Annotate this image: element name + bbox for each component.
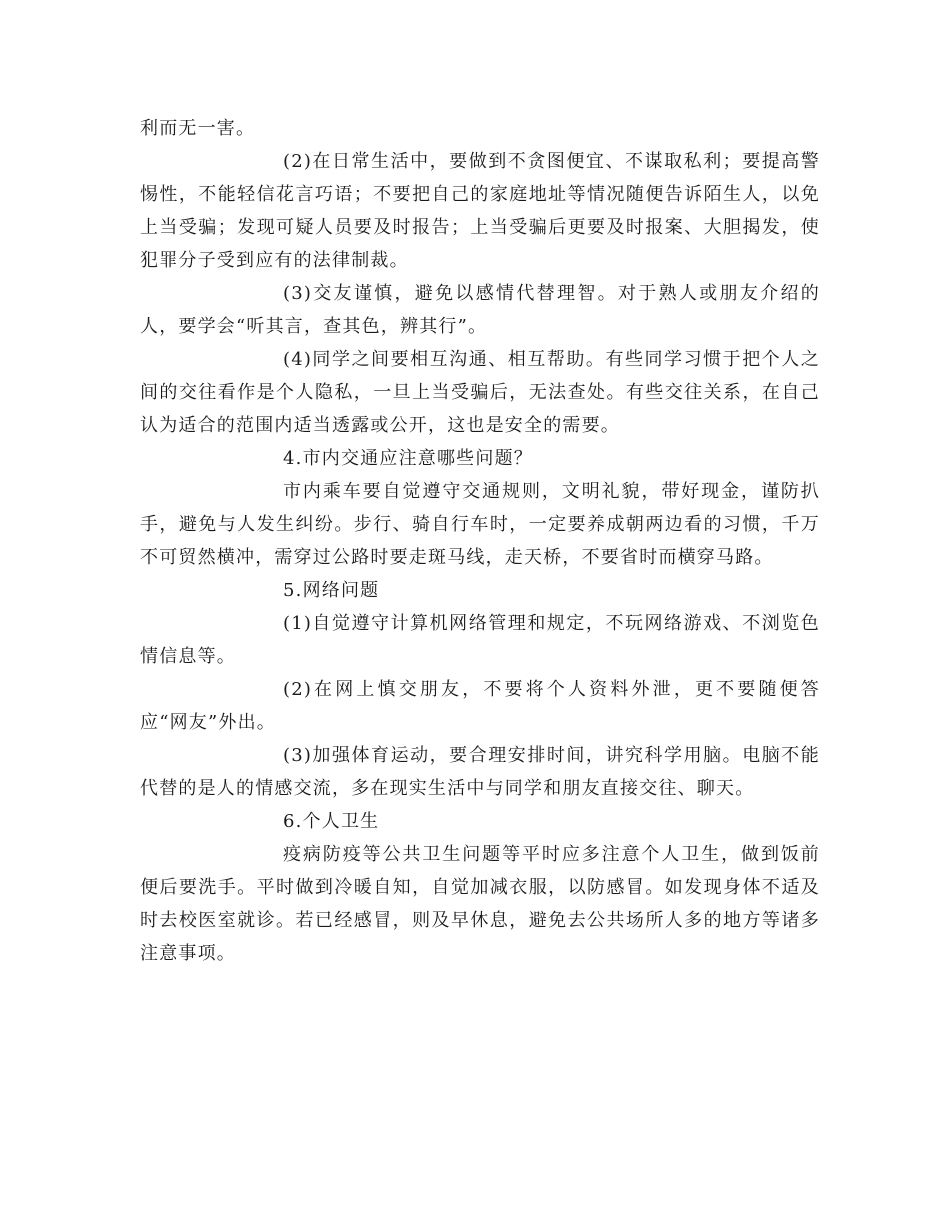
section-heading-traffic: 4.市内交通应注意哪些问题？ — [283, 448, 533, 469]
document-page — [140, 112, 820, 970]
paragraph-fraud-prevention: (2)在日常生活中，要做到不贪图便宜、不谋取私利；要提高警惕性，不能轻信花言巧语；不要把自己的家庭地址等情况随便告诉陌生人，以免上当受骗；发现可疑人员要及时报告；上当受骗后更要及时报案、大胆揭发，使犯罪分子受到应有的法律制裁。 — [140, 151, 820, 271]
paragraph-network-friends: (2)在网上慎交朋友，不要将个人资料外泄，更不要随便答应“网友”外出。 — [140, 679, 820, 733]
paragraph-classmate-communication: (4)同学之间要相互沟通、相互帮助。有些同学习惯于把个人之间的交往看作是个人隐私，一旦上当受骗后，无法查处。有些交往关系，在自己认为适合的范围内适当透露或公开，这也是安全的需要。 — [140, 349, 820, 436]
paragraph-traffic: 市内乘车要自觉遵守交通规则，文明礼貌，带好现金，谨防扒手，避免与人发生纠纷。步行、骑自行车时，一定要养成朝两边看的习惯，千万不可贸然横冲，需穿过公路时要走斑马线，走天桥，不要省时而横穿马路。 — [140, 481, 820, 568]
section-heading-network: 5.网络问题 — [283, 580, 380, 601]
paragraph-hygiene: 疫病防疫等公共卫生问题等平时应多注意个人卫生，做到饭前便后要洗手。平时做到冷暖自知，自觉加减衣服，以防感冒。如发现身体不适及时去校医室就诊。若已经感冒，则及早休息，避免去公共场所人多的地方等诸多注意事项。 — [140, 844, 820, 964]
section-heading-hygiene: 6.个人卫生 — [283, 811, 380, 832]
paragraph-careful-friends: (3)交友谨慎，避免以感情代替理智。对于熟人或朋友介绍的人，要学会“听其言，查其色，辨其行”。 — [140, 283, 820, 337]
paragraph-continuation: 利而无一害。 — [140, 118, 256, 139]
paragraph-network-rules: (1)自觉遵守计算机网络管理和规定，不玩网络游戏、不浏览色情信息等。 — [140, 613, 820, 667]
paragraph-exercise: (3)加强体育运动，要合理安排时间，讲究科学用脑。电脑不能代替的是人的情感交流，多在现实生活中与同学和朋友直接交往、聊天。 — [140, 745, 820, 799]
